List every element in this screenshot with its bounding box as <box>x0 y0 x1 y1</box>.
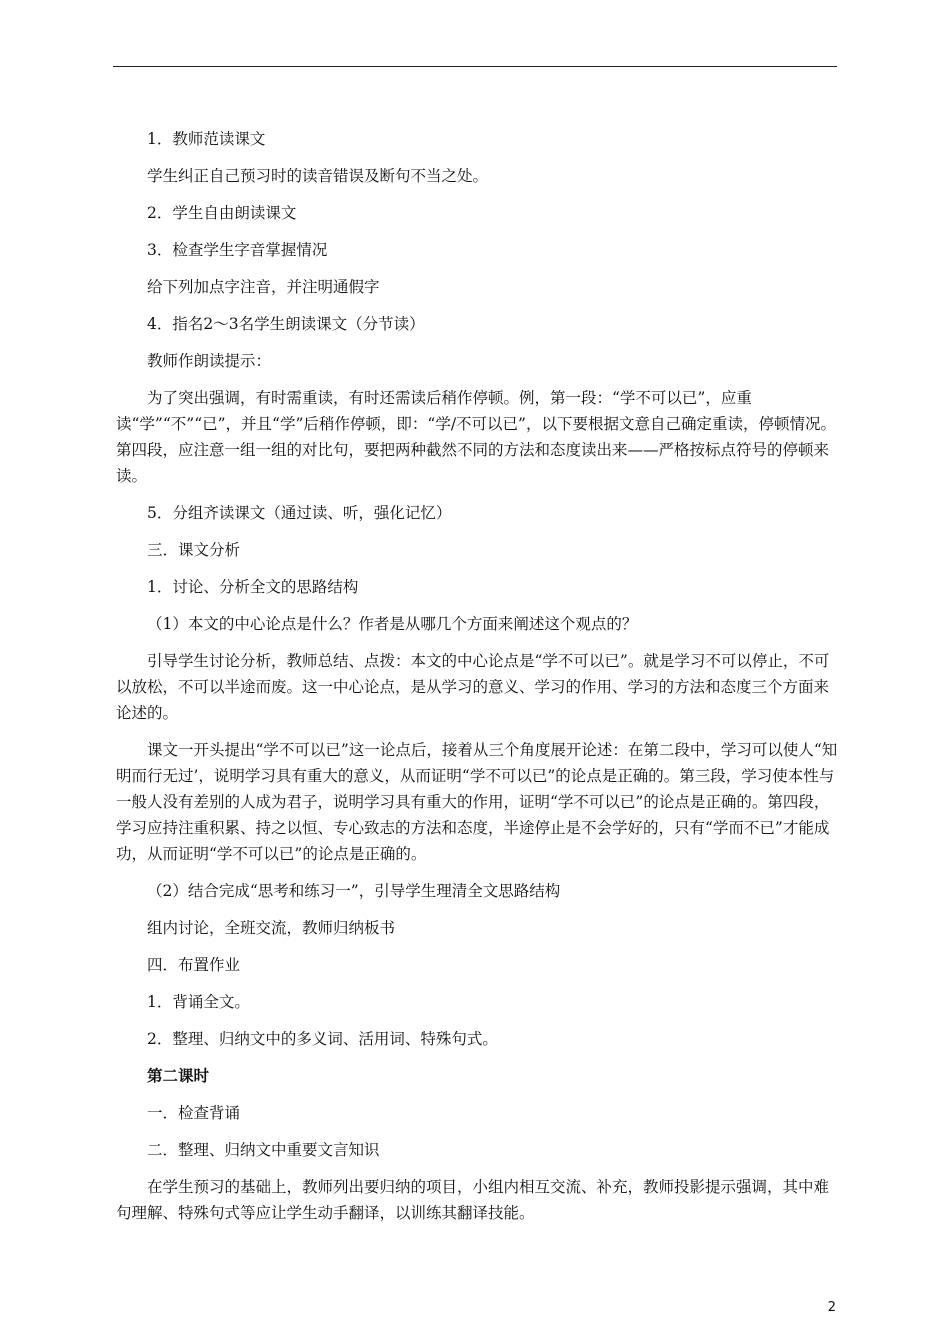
page-content <box>116 126 838 1226</box>
paragraph: （2）结合完成“思考和练习一”，引导学生理清全文思路结构 <box>147 882 561 900</box>
section-heading: 一．检查背诵 <box>147 1104 241 1122</box>
paragraph: 1．讨论、分析全文的思路结构 <box>147 578 359 596</box>
header-rule <box>113 66 837 67</box>
paragraph: 在学生预习的基础上，教师列出要归纳的项目，小组内相互交流、补充，教师投影提示强调，其中难句理解、特殊句式等应让学生动手翻译，以训练其翻译技能。 <box>116 1178 830 1222</box>
paragraph: 3．检查学生字音掌握情况 <box>147 241 328 259</box>
paragraph: 学生纠正自己预习时的读音错误及断句不当之处。 <box>147 167 489 185</box>
paragraph: 2．整理、归纳文中的多义词、活用词、特殊句式。 <box>147 1030 498 1048</box>
paragraph: 2．学生自由朗读课文 <box>147 204 297 222</box>
paragraph: 5．分组齐读课文（通过读、听，强化记忆） <box>147 504 452 522</box>
section-heading: 三．课文分析 <box>147 541 241 559</box>
paragraph: 课文一开头提出“学不可以已”这一论点后，接着从三个角度展开论述：在第二段中，学习可以使人“知明而行无过’，说明学习具有重大的意义，从而证明“学不可以已”的论点是正确的。第三段，学习使本性与一般人没有差别的人成为君子，说明学习具有重大的作用，证明“学不可以已”的论点是正确的。第四段，学习应持注重积累、持之以恒、专心致志的方法和态度，半途停止是不会学好的，只有“学而不已”才能成功，从而证明“学不可以已”的论点是正确的。 <box>116 741 838 863</box>
paragraph: （1）本文的中心论点是什么？作者是从哪几个方面来阐述这个观点的？ <box>147 615 638 633</box>
paragraph: 引导学生讨论分析，教师总结、点拨：本文的中心论点是“学不可以已”。就是学习不可以停止，不可以放松，不可以半途而废。这一中心论点，是从学习的意义、学习的作用、学习的方法和态度三个方面来论述的。 <box>116 652 830 722</box>
lesson-heading: 第二课时 <box>147 1066 210 1085</box>
section-heading: 二．整理、归纳文中重要文言知识 <box>147 1141 380 1159</box>
paragraph: 1．教师范读课文 <box>147 130 266 148</box>
paragraph: 1．背诵全文。 <box>147 993 250 1011</box>
page-number: 2 <box>827 1300 836 1315</box>
paragraph: 4．指名2～3名学生朗读课文（分节读） <box>147 315 425 333</box>
section-heading: 四．布置作业 <box>147 956 241 974</box>
paragraph: 教师作朗读提示： <box>147 352 272 370</box>
paragraph: 给下列加点字注音，并注明通假字 <box>147 278 380 296</box>
paragraph: 组内讨论，全班交流，教师归纳板书 <box>147 919 396 937</box>
paragraph: 为了突出强调，有时需重读，有时还需读后稍作停顿。例，第一段：“学不可以已”，应重读“学”“不”“已”，并且“学”后稍作停顿，即：“学/不可以已”，以下要根据文意自己确定重读，停顿情况。第四段，应注意一组一组的对比句，要把两种截然不同的方法和态度读出来——严格按标点符号的停顿来读。 <box>116 389 836 485</box>
